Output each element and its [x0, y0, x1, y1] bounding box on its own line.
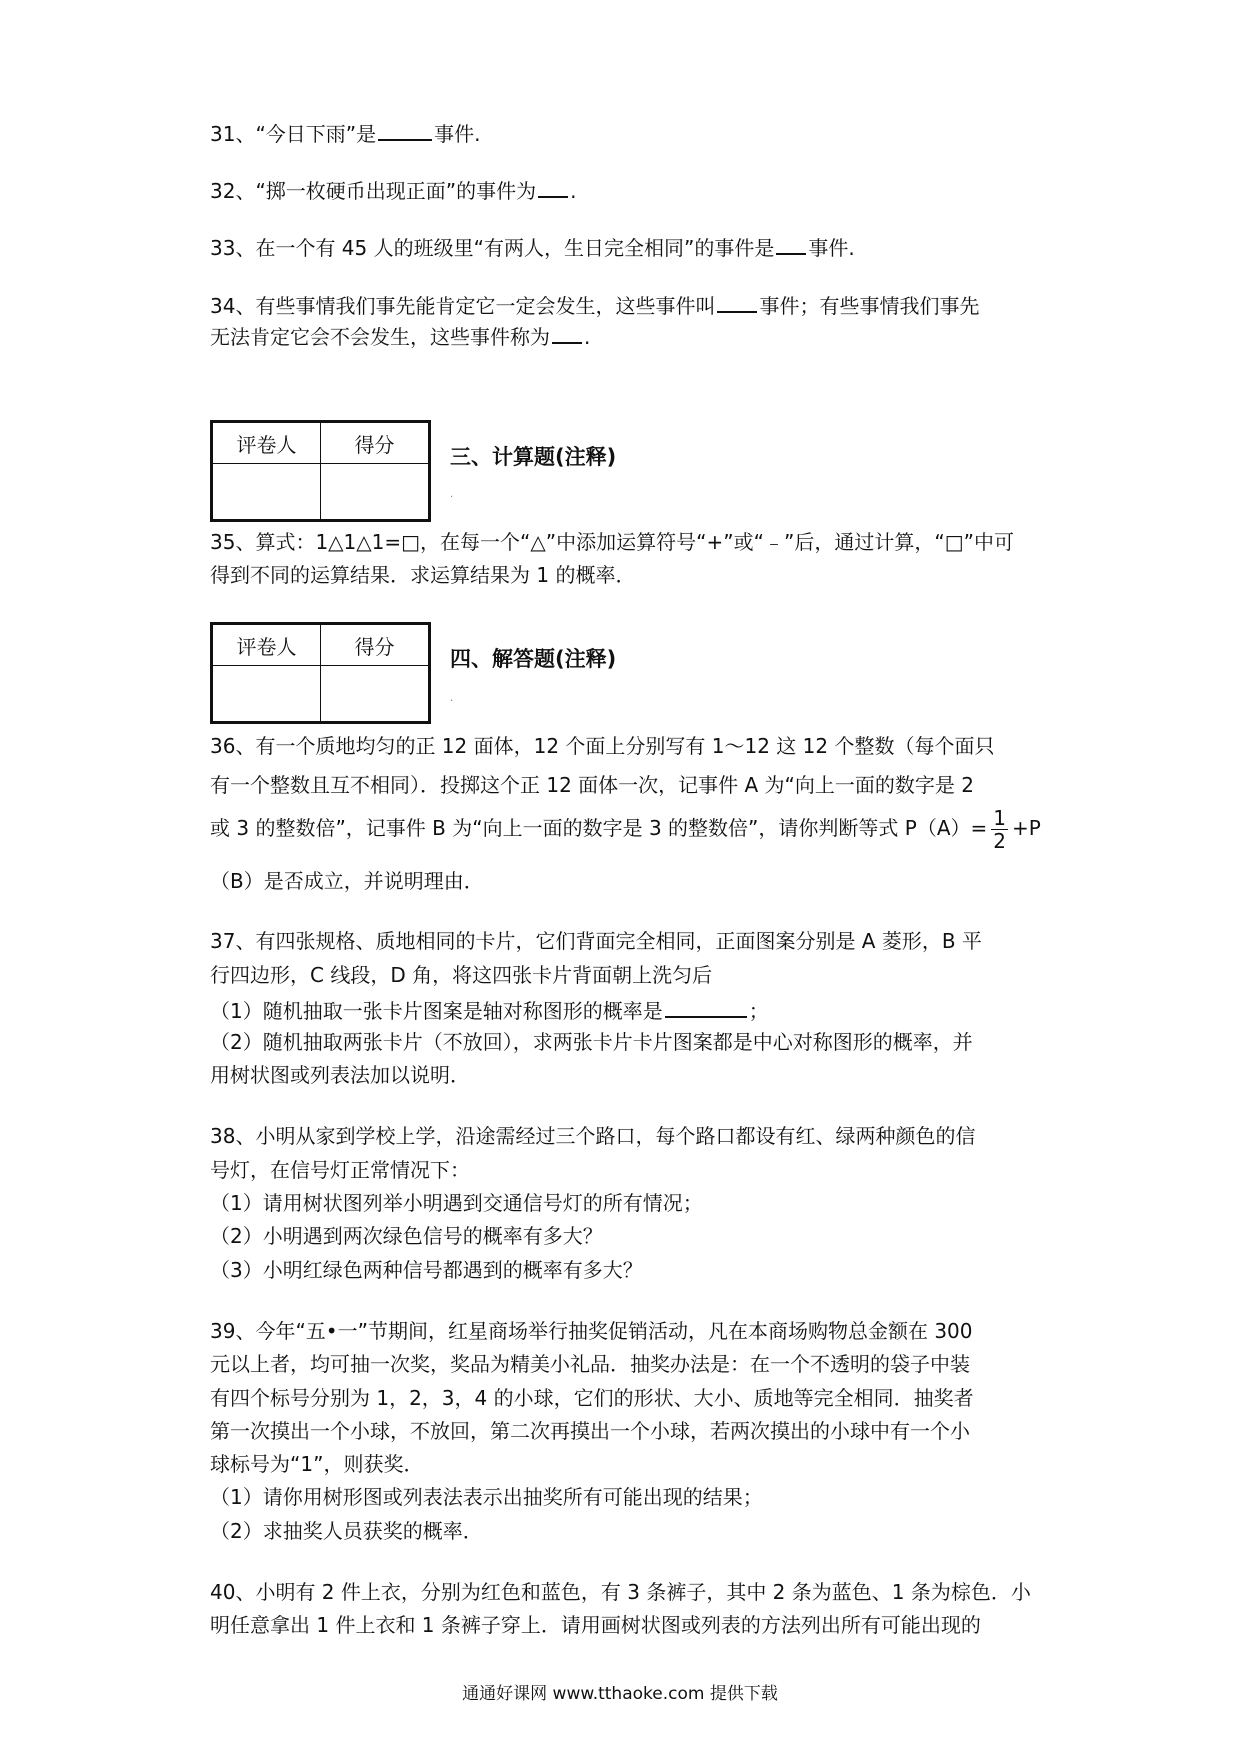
answer-blank[interactable]	[665, 994, 747, 1018]
question-39-line-6: （1）请你用树形图或列表法表示出抽奖所有可能出现的结果；	[210, 1485, 763, 1509]
grader-cell[interactable]	[212, 464, 321, 521]
score-header: 得分	[321, 624, 430, 666]
question-38-line-4: （2）小明遇到两次绿色信号的概率有多大？	[210, 1224, 603, 1248]
page-footer: 通通好课网 www.tthaoke.com 提供下载	[462, 1684, 778, 1704]
answer-blank[interactable]	[776, 231, 806, 255]
question-39-line-1: 39、今年“五•一”节期间，红星商场举行抽奖促销活动，凡在本商场购物总金额在 300	[210, 1319, 973, 1343]
score-cell[interactable]	[321, 666, 430, 723]
question-36-line-2: 有一个整数且互不相同）．投掷这个正 12 面体一次，记事件 A 为“向上一面的数字是 2	[210, 773, 975, 797]
section-mark: .	[450, 693, 454, 704]
question-38-line-2: 号灯，在信号灯正常情况下：	[210, 1158, 470, 1182]
question-38-line-3: （1）请用树状图列举小明遇到交通信号灯的所有情况；	[210, 1191, 703, 1215]
question-35-line-1: 35、算式：1△1△1=□，在每一个“△”中添加运算符号“+”或“﹣”后，通过计算，“□”中可	[210, 530, 1014, 554]
grader-header: 评卷人	[212, 624, 321, 666]
question-40-line-1: 40、小明有 2 件上衣，分别为红色和蓝色，有 3 条裤子，其中 2 条为蓝色、1 条为棕色．小	[210, 1580, 1031, 1604]
score-table	[210, 622, 431, 724]
question-38-line-5: （3）小明红绿色两种信号都遇到的概率有多大？	[210, 1258, 643, 1282]
question-37-line-2: 行四边形，C 线段，D 角，将这四张卡片背面朝上洗匀后	[210, 963, 713, 987]
score-cell[interactable]	[321, 464, 430, 521]
question-36-line-3: 或 3 的整数倍”，记事件 B 为“向上一面的数字是 3 的整数倍”，请你判断等式 P（A）= $\frac{1}{2}$ +P	[210, 806, 1041, 853]
fraction: $\frac{1}{2}$	[993, 806, 1006, 853]
section-title: 四、解答题(注释)	[450, 647, 617, 671]
question-39-line-7: （2）求抽奖人员获奖的概率．	[210, 1519, 483, 1543]
question-37-line-1: 37、有四张规格、质地相同的卡片，它们背面完全相同，正面图案分别是 A 菱形，B 平	[210, 929, 982, 953]
question-40-line-2: 明任意拿出 1 件上衣和 1 条裤子穿上．请用画树状图或列表的方法列出所有可能出现的	[210, 1613, 981, 1637]
question-37-line-5: 用树状图或列表法加以说明．	[210, 1063, 470, 1087]
section-mark: .	[450, 489, 454, 500]
score-header: 得分	[321, 422, 430, 464]
answer-blank[interactable]	[552, 320, 582, 344]
question-37-line-4: （2）随机抽取两张卡片（不放回），求两张卡片卡片图案都是中心对称图形的概率，并	[210, 1030, 973, 1054]
question-39-line-2: 元以上者，均可抽一次奖，奖品为精美小礼品．抽奖办法是：在一个不透明的袋子中装	[210, 1352, 970, 1376]
question-37-line-3: （1）随机抽取一张卡片图案是轴对称图形的概率是 ；	[210, 994, 769, 1025]
answer-blank[interactable]	[538, 174, 568, 198]
question-34-line-1: 34、有些事情我们事先能肯定它一定会发生，这些事件叫 事件；有些事情我们事先	[210, 289, 979, 320]
question-39-line-5: 球标号为“1”，则获奖．	[210, 1452, 424, 1476]
answer-blank[interactable]	[717, 289, 757, 313]
question-39-line-3: 有四个标号分别为 1，2，3，4 的小球，它们的形状、大小、质地等完全相同．抽奖者	[210, 1386, 974, 1410]
question-33: 33、在一个有 45 人的班级里“有两人，生日完全相同”的事件是 事件.	[210, 231, 855, 262]
question-35-line-2: 得到不同的运算结果．求运算结果为 1 的概率．	[210, 563, 636, 587]
question-38-line-1: 38、小明从家到学校上学，沿途需经过三个路口，每个路口都设有红、绿两种颜色的信	[210, 1124, 976, 1148]
grader-header: 评卷人	[212, 422, 321, 464]
question-36-line-1: 36、有一个质地均匀的正 12 面体，12 个面上分别写有 1～12 这 12 个整数（每个面只	[210, 734, 995, 758]
question-39-line-4: 第一次摸出一个小球，不放回，第二次再摸出一个小球，若两次摸出的小球中有一个小	[210, 1419, 970, 1443]
question-31: 31、“今日下雨”是 事件.	[210, 117, 481, 148]
score-table	[210, 420, 431, 522]
section-title: 三、计算题(注释)	[450, 445, 617, 469]
question-32: 32、“掷一枚硬币出现正面”的事件为 .	[210, 174, 577, 205]
answer-blank[interactable]	[378, 117, 432, 141]
grader-cell[interactable]	[212, 666, 321, 723]
question-34-line-2: 无法肯定它会不会发生，这些事件称为 .	[210, 320, 590, 351]
question-36-line-4: （B）是否成立，并说明理由．	[210, 869, 484, 893]
